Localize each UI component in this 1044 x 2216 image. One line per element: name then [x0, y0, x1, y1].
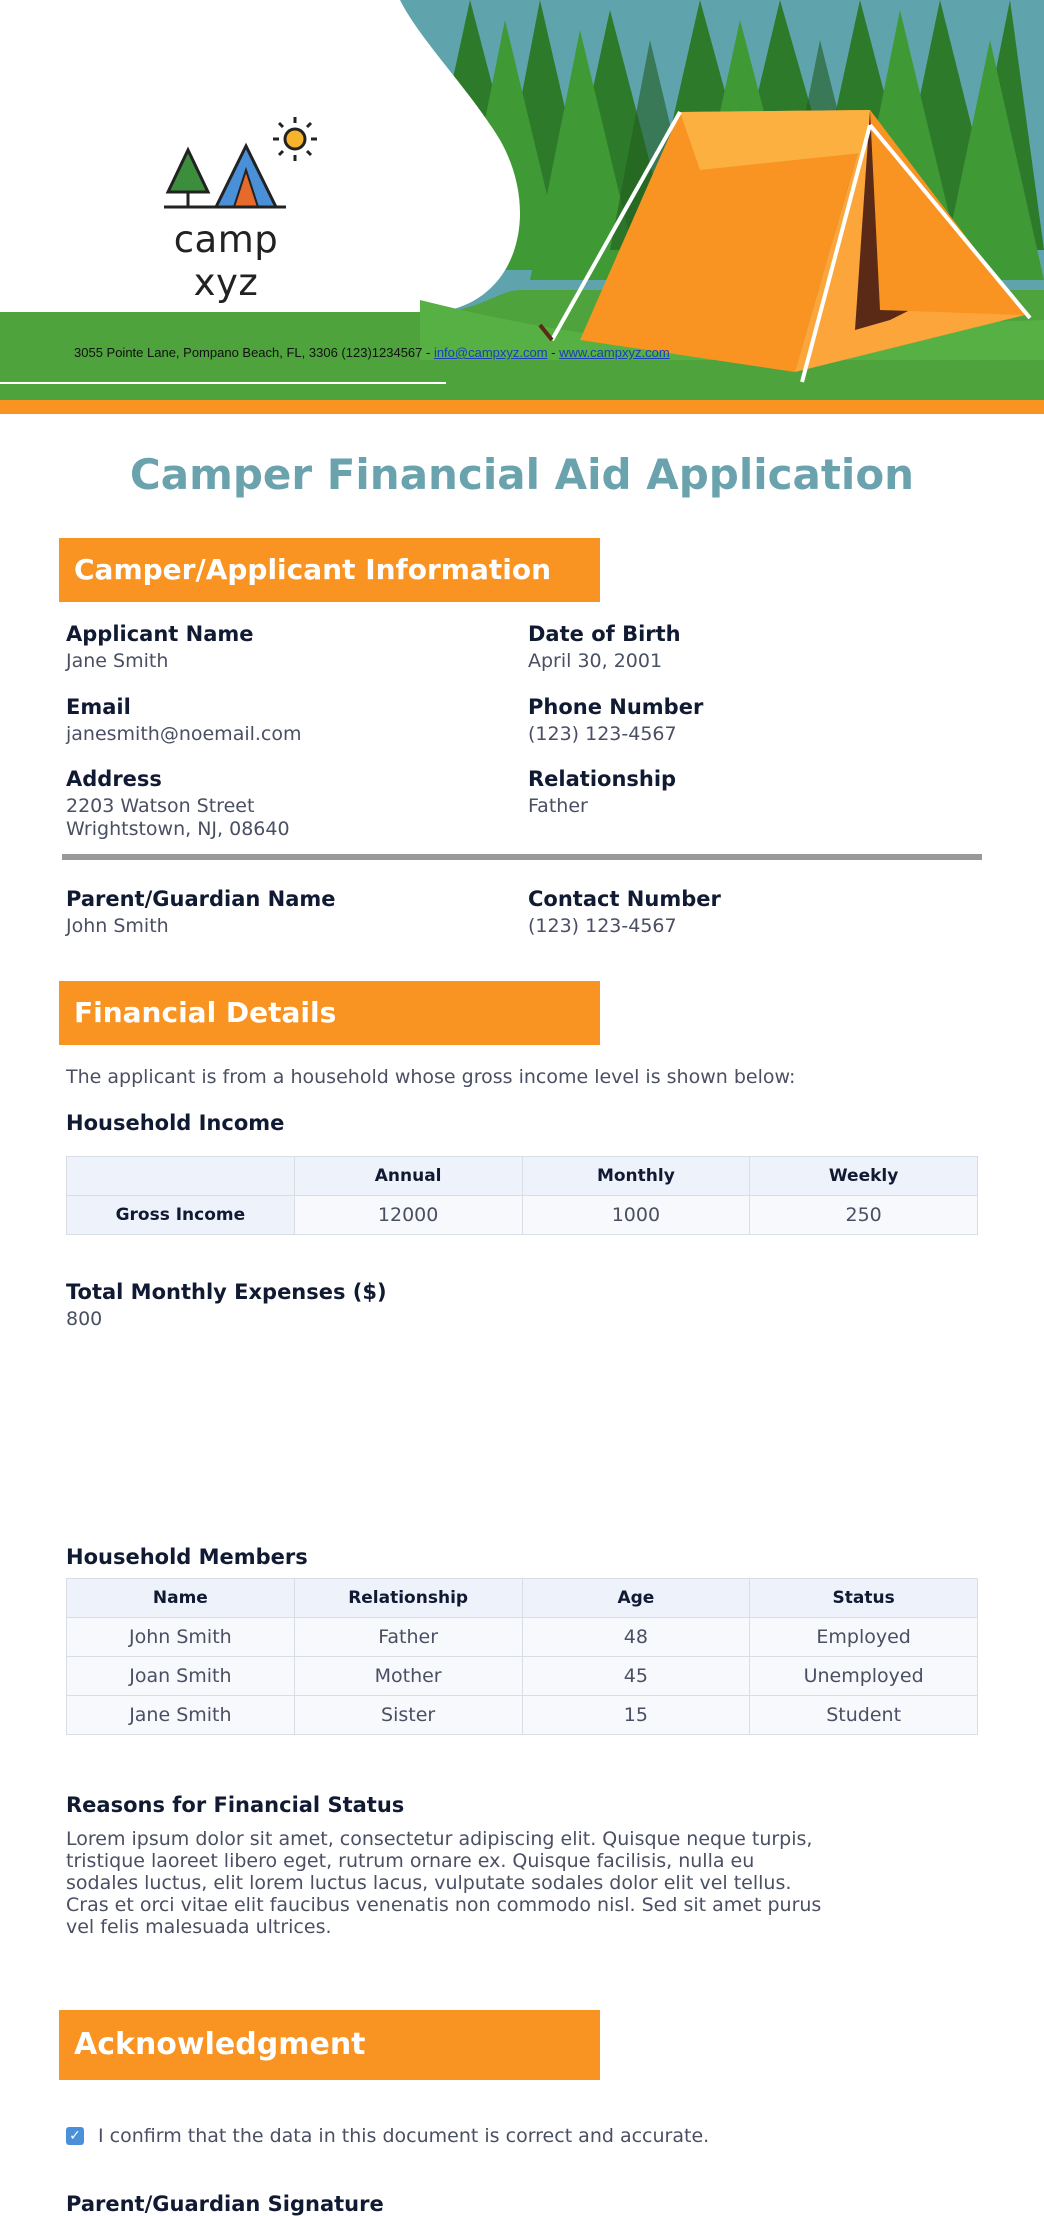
- table-header-cell: Name: [67, 1579, 295, 1618]
- phone-label: Phone Number: [528, 695, 704, 719]
- dob-value: April 30, 2001: [528, 650, 663, 672]
- table-header-cell: [67, 1157, 295, 1196]
- table-header-row: [67, 1579, 978, 1618]
- contact-address: 3055 Pointe Lane, Pompano Beach, FL, 3306 (123)1234567 -: [74, 345, 434, 360]
- dob-field: [528, 620, 948, 673]
- contact-line: [74, 345, 670, 360]
- table-cell: Joan Smith: [67, 1657, 295, 1696]
- table-cell: 15: [522, 1696, 750, 1735]
- website-link[interactable]: www.campxyz.com: [559, 345, 670, 360]
- address-label: Address: [66, 767, 162, 791]
- dob-label: Date of Birth: [528, 622, 681, 646]
- logo-text: camp xyz: [173, 218, 279, 304]
- section-heading-applicant: Camper/Applicant Information: [59, 538, 600, 602]
- contact-separator: -: [547, 345, 560, 360]
- table-row: [67, 1618, 978, 1657]
- table-header-row: [67, 1157, 978, 1196]
- table-header-cell: Status: [750, 1579, 978, 1618]
- email-field: [66, 693, 486, 746]
- table-cell: Jane Smith: [67, 1696, 295, 1735]
- table-cell: John Smith: [67, 1618, 295, 1657]
- row-label-cell: Gross Income: [67, 1196, 295, 1235]
- guardian-name-label: Parent/Guardian Name: [66, 887, 336, 911]
- table-cell: 1000: [522, 1196, 750, 1235]
- relationship-value: Father: [528, 795, 588, 817]
- table-cell: Sister: [294, 1696, 522, 1735]
- household-income-heading: Household Income: [66, 1111, 285, 1135]
- table-row: [67, 1696, 978, 1735]
- email-link[interactable]: info@campxyz.com: [433, 345, 548, 360]
- table-cell: Mother: [294, 1657, 522, 1696]
- relationship-label: Relationship: [528, 767, 677, 791]
- table-header-cell: Monthly: [522, 1157, 750, 1196]
- applicant-name-field: [66, 620, 486, 673]
- section-heading-financial: Financial Details: [59, 981, 600, 1045]
- table-header-cell: Annual: [294, 1157, 522, 1196]
- table-cell: Employed: [750, 1618, 978, 1657]
- confirm-row: [66, 2125, 709, 2147]
- income-intro-text: The applicant is from a household whose gross income level is shown below:: [66, 1066, 796, 1088]
- table-cell: 48: [522, 1618, 750, 1657]
- table-cell: 12000: [294, 1196, 522, 1235]
- section-divider: [62, 854, 982, 860]
- address-field: [66, 765, 486, 841]
- table-header-cell: Age: [522, 1579, 750, 1618]
- confirm-checkbox[interactable]: ✓: [66, 2127, 84, 2145]
- expenses-label: Total Monthly Expenses ($): [66, 1280, 387, 1304]
- email-label: Email: [66, 695, 131, 719]
- table-cell: 250: [750, 1196, 978, 1235]
- household-income-table: [66, 1156, 978, 1235]
- address-value: 2203 Watson Street Wrightstown, NJ, 08640: [66, 795, 290, 840]
- reasons-heading: Reasons for Financial Status: [66, 1793, 405, 1817]
- household-members-table: [66, 1578, 978, 1735]
- page-title: Camper Financial Aid Application: [129, 450, 915, 499]
- phone-value: (123) 123-4567: [528, 723, 677, 745]
- guardian-name-field: [66, 885, 486, 938]
- expenses-field: [66, 1278, 486, 1331]
- expenses-value: 800: [66, 1308, 103, 1330]
- signature-label: Parent/Guardian Signature: [66, 2192, 384, 2216]
- reasons-text: Lorem ipsum dolor sit amet, consectetur adipiscing elit. Quisque neque turpis, tristique laoreet libero eget, rutrum ornare ex. Quisque facilisis, nulla eu sodales luctus, elit lorem luctus lacus, vulputate sodales dolor elit vel tellus. Cras et orci vitae elit faucibus venenatis non commodo nisl. Sed sit amet purus vel felis malesuada ultrices.: [66, 1828, 822, 1938]
- table-row: [67, 1657, 978, 1696]
- household-members-heading: Household Members: [66, 1545, 308, 1569]
- table-header-cell: Relationship: [294, 1579, 522, 1618]
- contact-number-label: Contact Number: [528, 887, 721, 911]
- table-cell: Student: [750, 1696, 978, 1735]
- guardian-name-value: John Smith: [66, 915, 169, 937]
- relationship-field: [528, 765, 948, 818]
- contact-number-field: [528, 885, 948, 938]
- applicant-name-label: Applicant Name: [66, 622, 254, 646]
- applicant-name-value: Jane Smith: [66, 650, 169, 672]
- table-row: [67, 1196, 978, 1235]
- confirm-text: I confirm that the data in this document is correct and accurate.: [98, 2125, 710, 2147]
- table-cell: Unemployed: [750, 1657, 978, 1696]
- table-header-cell: Weekly: [750, 1157, 978, 1196]
- header-banner: [0, 0, 1044, 414]
- section-heading-acknowledgment: Acknowledgment: [59, 2010, 600, 2080]
- phone-field: [528, 693, 948, 746]
- table-cell: Father: [294, 1618, 522, 1657]
- contact-number-value: (123) 123-4567: [528, 915, 677, 937]
- email-value: janesmith@noemail.com: [66, 723, 302, 745]
- table-cell: 45: [522, 1657, 750, 1696]
